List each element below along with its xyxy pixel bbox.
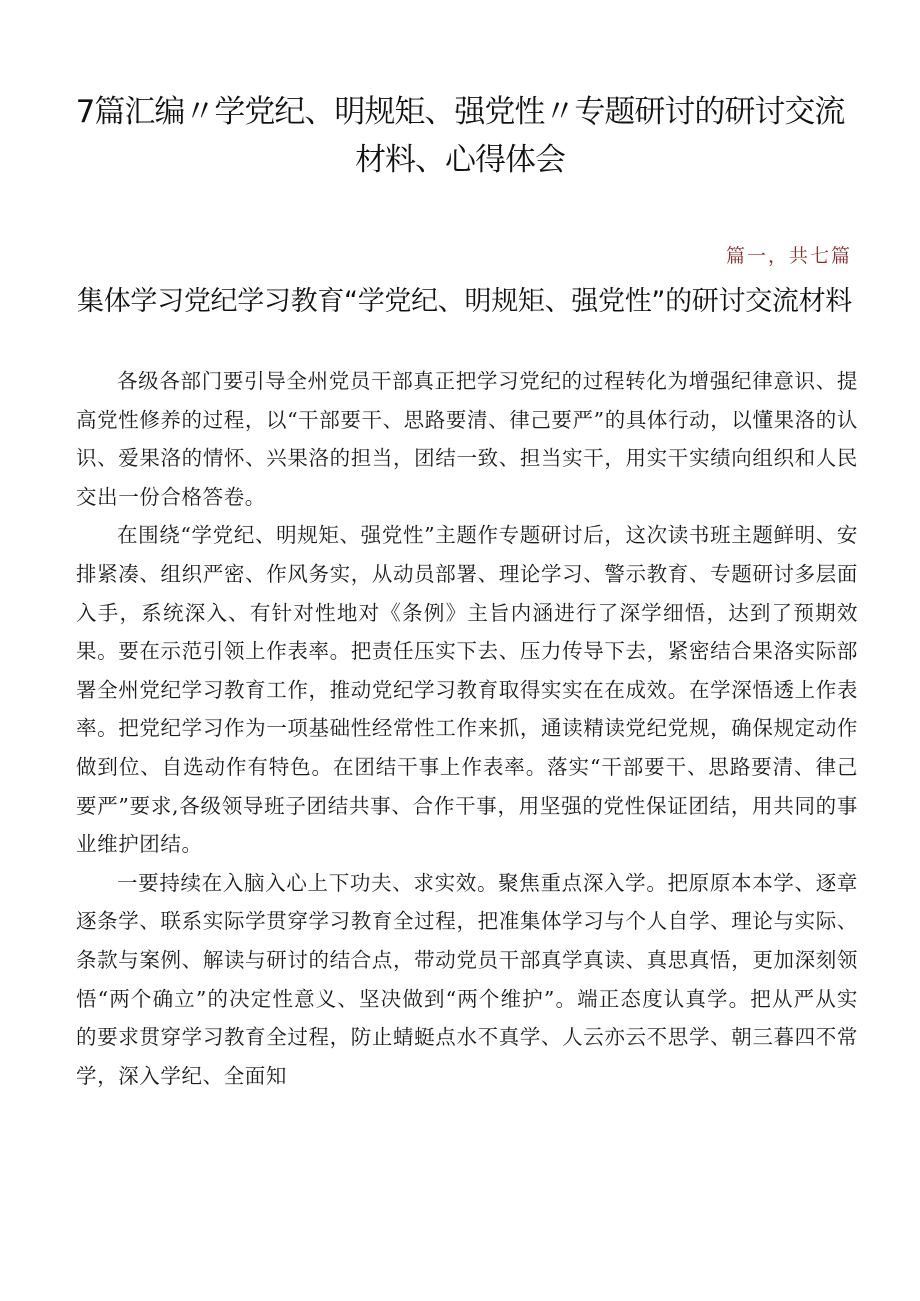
paragraph: 各级各部门要引导全州党员干部真正把学习党纪的过程转化为增强纪律意识、提高党性修养的过程，以“干部要干、思路要清、律己要严”的具体行动，以懂果洛的认识、爱果洛的情怀、兴果洛的担当，团结一致、担当实干，用实干实绩向组织和人民交出一份合格答卷。	[76, 369, 858, 509]
body-text	[76, 362, 858, 1095]
section-heading: 集体学习党纪学习教育“学党纪、明规矩、强党性”的研讨交流材料	[77, 286, 852, 317]
document-title: 7篇汇编〃学党纪、明规矩、强党性〃专题研讨的研讨交流材料、心得体会	[75, 94, 845, 178]
section-label: 篇一，共七篇	[725, 245, 852, 267]
paragraph: 一要持续在入脑入心上下功夫、求实效。聚焦重点深入学。把原原本本学、逐章逐条学、联系实际学贯穿学习教育全过程，把准集体学习与个人自学、理论与实际、条款与案例、解读与研讨的结合点，带动党员干部真学真读、真思真悟，更加深刻领悟“两个确立”的决定性意义、坚决做到“两个维护”。端正态度认真学。把从严从实的要求贯穿学习教育全过程，防止蜻蜓点水不真学、人云亦云不思学、朝三暮四不常学，深入学纪、全面知	[76, 870, 858, 1088]
paragraph: 在围绕“学党纪、明规矩、强党性”主题作专题研讨后，这次读书班主题鲜明、安排紧凑、组织严密、作风务实，从动员部署、理论学习、警示教育、专题研讨多层面入手，系统深入、有针对性地对《条例》主旨内涵进行了深学细悟，达到了预期效果。要在示范引领上作表率。把责任压实下去、压力传导下去，紧密结合果洛实际部署全州党纪学习教育工作，推动党纪学习教育取得实实在在成效。在学深悟透上作表率。把党纪学习作为一项基础性经常性工作来抓，通读精读党纪党规，确保规定动作做到位、自选动作有特色。在团结干事上作表率。落实“干部要干、思路要清、律己要严”要求,各级领导班子团结共事、合作干事，用坚强的党性保证团结，用共同的事业维护团结。	[76, 523, 858, 857]
